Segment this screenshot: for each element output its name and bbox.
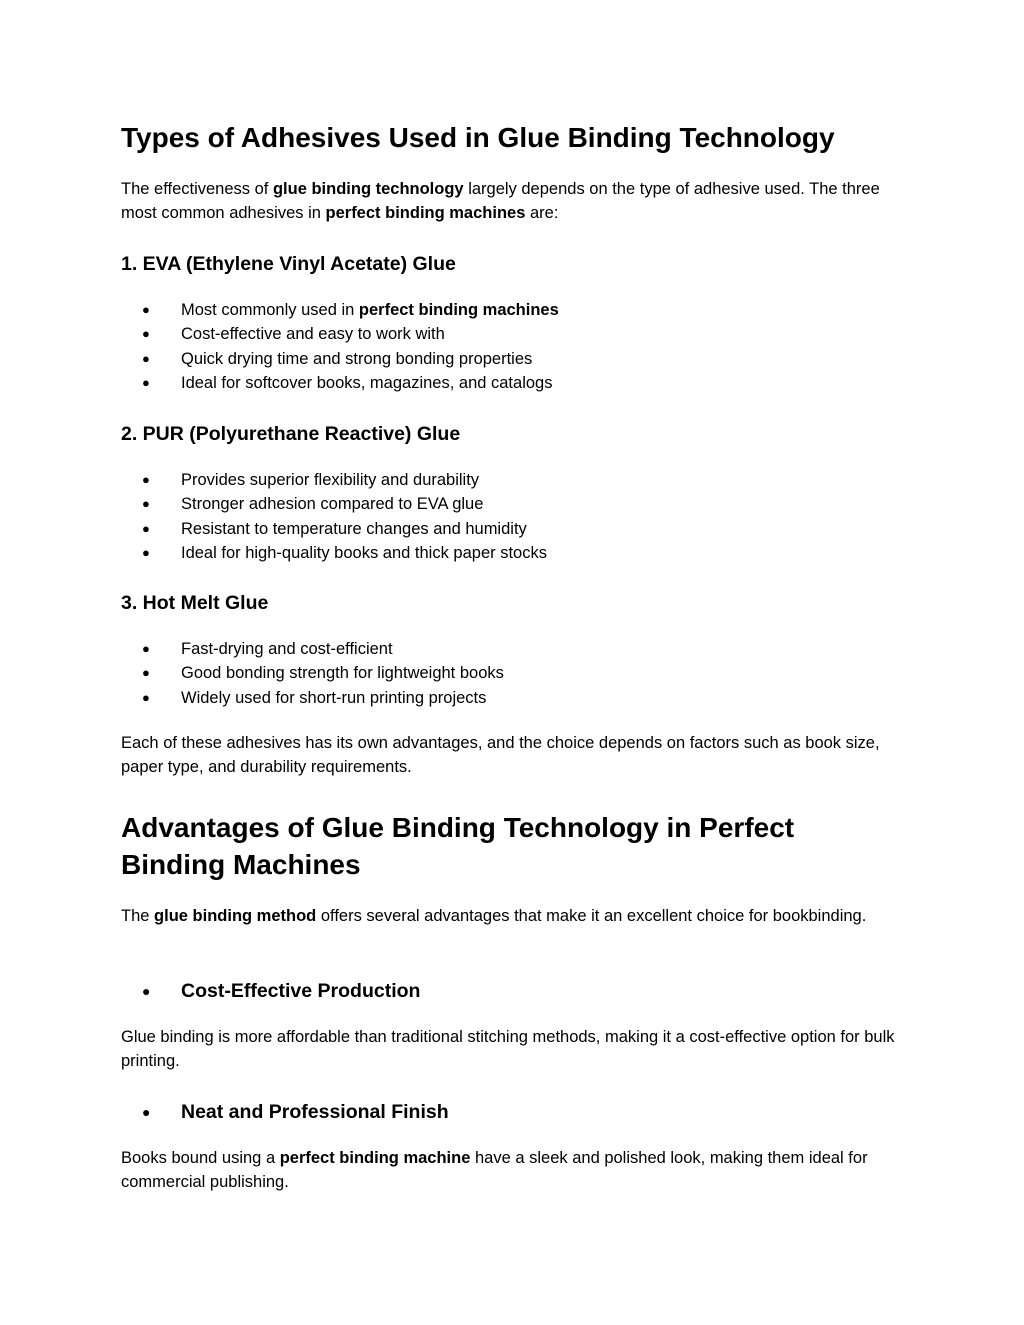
pur-glue-heading: 2. PUR (Polyurethane Reactive) Glue [121,423,461,445]
bold-term: perfect binding machines [325,204,526,223]
section-title-advantages: Advantages of Glue Binding Technology in Perfect Binding Machines [121,812,795,880]
section-title-adhesive-types: Types of Adhesives Used in Glue Binding Technology [121,122,835,153]
bullet-icon: ● [142,472,150,487]
bold-term: glue binding method [154,907,317,925]
adhesive-conclusion-paragraph: Each of these adhesives has its own advantages, and the choice depends on factors such as book size, paper type, and durability requirements. [121,734,880,777]
bullet-icon: ● [142,326,150,342]
bullet-icon: ● [142,374,150,390]
list-item: ● Ideal for high-quality books and thick paper stocks [121,541,841,565]
list-item: ● Provides superior flexibility and durability [121,468,841,492]
bold-term: perfect binding machine [279,1149,471,1167]
list-item: ● Ideal for softcover books, magazines, and catalogs [121,371,841,395]
hot-melt-glue-list [121,637,841,710]
hot-melt-glue-heading: 3. Hot Melt Glue [121,592,269,614]
bullet-icon: ● [142,302,150,317]
cost-effective-paragraph: Glue binding is more affordable than traditional stitching methods, making it a cost-effective option for bulk printing. [121,1028,895,1071]
bullet-icon: ● [142,1104,151,1120]
eva-glue-heading: 1. EVA (Ethylene Vinyl Acetate) Glue [121,253,456,275]
bullet-icon: ● [142,544,150,560]
bullet-icon: ● [142,496,150,512]
bold-term: glue binding technology [272,180,464,198]
bullet-icon: ● [142,983,151,999]
bullet-icon: ● [142,520,150,536]
list-item: ● Stronger adhesion compared to EVA glue [121,492,841,516]
bullet-icon: ● [142,350,150,366]
bullet-icon: ● [142,689,150,705]
list-item: ● Resistant to temperature changes and humidity [121,517,841,541]
list-item: ● Most commonly used in perfect binding machines [121,298,841,322]
list-item: ● Cost-effective and easy to work with [121,322,841,346]
bullet-icon: ● [142,641,150,656]
adhesive-intro-paragraph: The effectiveness of glue binding technology largely depends on the type of adhesive used. The three most common adhesives in perfect binding machines are: [121,180,880,223]
pur-glue-list [121,468,841,565]
list-item: ● Good bonding strength for lightweight books [121,661,841,685]
bold-term: perfect binding machines [358,301,559,319]
eva-glue-list [121,298,841,395]
advantage-heading-professional-finish: ● Neat and Professional Finish [142,1101,449,1123]
list-item: ● Quick drying time and strong bonding properties [121,347,841,371]
professional-finish-paragraph: Books bound using a perfect binding machine have a sleek and polished look, making them ideal for commercial publishing. [121,1149,868,1192]
bullet-icon: ● [142,665,150,681]
list-item: ● Fast-drying and cost-efficient [121,637,841,661]
list-item: ● Widely used for short-run printing projects [121,686,841,710]
advantages-intro-paragraph: The glue binding method offers several advantages that make it an excellent choice for bookbinding. [121,907,867,925]
advantage-heading-cost-effective: ● Cost-Effective Production [142,980,421,1002]
